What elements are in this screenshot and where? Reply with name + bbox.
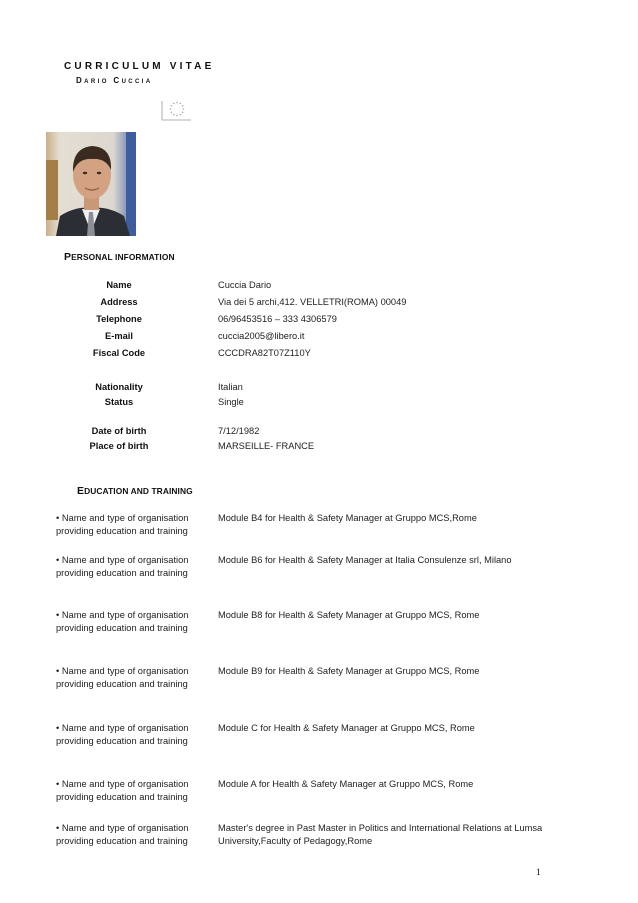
telephone-value: 06/96453516 – 333 4306579: [218, 314, 337, 324]
eu-star: [176, 102, 178, 104]
education-entry-value: Module B9 for Health & Safety Manager at Gruppo MCS, Rome: [218, 666, 480, 676]
education-entry-value: Module B4 for Health & Safety Manager at Gruppo MCS,Rome: [218, 513, 477, 523]
personal-info-heading: PERSONAL INFORMATION: [64, 251, 175, 263]
address-value: Via dei 5 archi,412. VELLETRI(ROMA) 00049: [218, 297, 407, 307]
eu-star: [176, 115, 178, 117]
education-entry-label: • Name and type of organisation providing education and training: [56, 723, 189, 746]
cv-title: CURRICULUM VITAE: [64, 61, 215, 72]
eu-stars-icon: [161, 99, 191, 121]
eu-star: [173, 114, 175, 116]
eu-star: [183, 108, 185, 110]
portrait-photo: [46, 132, 136, 236]
status-label: Status: [104, 397, 134, 407]
eu-star: [179, 114, 181, 116]
eu-star: [171, 105, 173, 107]
education-entry-label: • Name and type of organisation providing education and training: [56, 823, 189, 846]
nationality-value: Italian: [218, 382, 243, 392]
name-value: Cuccia Dario: [218, 280, 272, 290]
education-heading: EDUCATION AND TRAINING: [77, 485, 193, 497]
education-entry-value: Module A for Health & Safety Manager at Gruppo MCS, Rome: [218, 779, 474, 789]
education-entry-value: Module C for Health & Safety Manager at Gruppo MCS, Rome: [218, 723, 475, 733]
eu-star: [170, 108, 172, 110]
education-entry-label: • Name and type of organisation providing education and training: [56, 555, 189, 578]
status-value: Single: [218, 397, 244, 407]
eu-star: [182, 111, 184, 113]
education-entry-label: • Name and type of organisation providing education and training: [56, 610, 189, 633]
education-entry-value: Module B6 for Health & Safety Manager at Italia Consulenze srl, Milano: [218, 555, 512, 565]
address-label: Address: [100, 297, 138, 307]
name-label: Name: [106, 280, 132, 290]
email-label: E-mail: [105, 331, 133, 341]
nationality-label: Nationality: [95, 382, 143, 392]
place-of-birth-label: Place of birth: [89, 441, 149, 451]
education-entry-label: • Name and type of organisation providing education and training: [56, 779, 189, 802]
email-value: cuccia2005@libero.it: [218, 331, 305, 341]
date-of-birth-label: Date of birth: [91, 426, 147, 436]
fiscal-code-label: Fiscal Code: [92, 348, 146, 358]
fiscal-code-value: CCCDRA82T07Z110Y: [218, 348, 311, 358]
education-entry-label: • Name and type of organisation providing education and training: [56, 666, 189, 689]
page-number: 1: [536, 868, 541, 878]
eu-star: [182, 105, 184, 107]
eu-star: [173, 103, 175, 105]
date-of-birth-value: 7/12/1982: [218, 426, 260, 436]
cv-owner-name: Dario Cuccia: [76, 76, 153, 85]
place-of-birth-value: MARSEILLE- FRANCE: [218, 441, 315, 451]
education-entry-value: Master's degree in Past Master in Politics and International Relations at Lumsa University,Faculty of Pedagogy,Rome: [218, 823, 543, 846]
eu-star: [179, 103, 181, 105]
telephone-label: Telephone: [96, 314, 142, 324]
education-entry-label: • Name and type of organisation providing education and training: [56, 513, 189, 536]
education-entry-value: Module B8 for Health & Safety Manager at Gruppo MCS, Rome: [218, 610, 480, 620]
eu-star: [171, 111, 173, 113]
